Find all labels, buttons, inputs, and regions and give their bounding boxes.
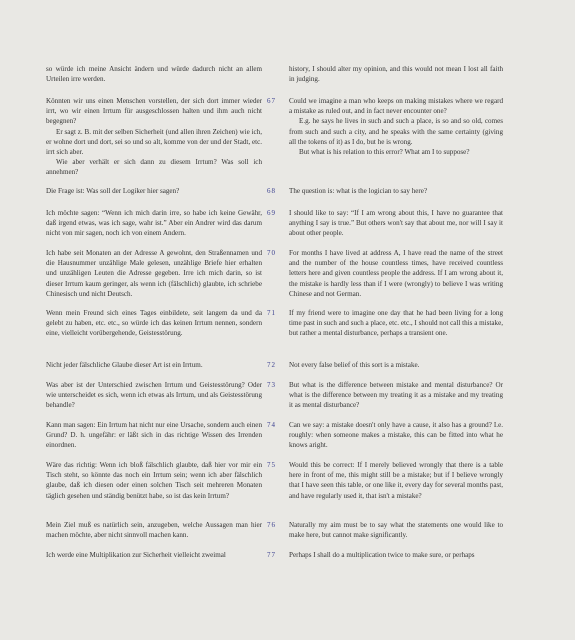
english-text: history, I should alter my opinion, and this would not mean I lost all faith in judging.: [289, 65, 503, 84]
section-number: 68: [267, 187, 276, 195]
section-number: 74: [267, 421, 276, 429]
english-text: Not every false belief of this sort is a mistake.: [289, 361, 420, 369]
german-text: Kann man sagen: Ein Irrtum hat nicht nur eine Ursache, sondern auch einen Grund? D. h. ungefähr: er läßt sich in das richtige Wissen des Irrenden einordnen.: [46, 421, 262, 450]
english-text: Can we say: a mistake doesn't only have a cause, it also has a ground? I.e. roughly: when someone makes a mistake, this can be fitted into what he knows aright.: [289, 421, 503, 450]
german-text: Die Frage ist: Was soll der Logiker hier sagen?: [46, 187, 180, 195]
section-number: 72: [267, 361, 276, 369]
german-text: so würde ich meine Ansicht ändern und würde dadurch nicht an allem Urteilen irre werden.: [46, 65, 262, 84]
english-text: But what is the difference between mistake and mental disturbance? Or what is the difference between my treating it as a mistake and my treating it as mental disturbance?: [289, 381, 503, 410]
english-text: Naturally my aim must be to say what the statements one would like to make here, but cannot make significantly.: [289, 521, 503, 540]
section-number: 77: [267, 551, 276, 559]
section-number: 70: [267, 249, 276, 257]
english-text: Perhaps I shall do a multiplication twice to make sure, or perhaps: [289, 551, 475, 559]
section-number: 69: [267, 209, 276, 217]
german-text: Könnten wir uns einen Menschen vorstellen, der sich dort immer wieder irrt, wo wir einen Irrtum für ausgeschlossen halten und ihm auch nicht begegnen? Er sagt z. B. mit der selben Sicherheit (und allen ihren Zeichen) wie ich, er wohne dort und dort, sei so und so alt, komme von der und der Stadt, etc. irrt sich aber. Wie aber verhält er sich dann zu diesem Irrtum? Was soll ich annehmen?: [46, 97, 262, 177]
english-text: The question is: what is the logician to say here?: [289, 187, 428, 195]
section-number: 73: [267, 381, 276, 389]
english-text: If my friend were to imagine one day that he had been living for a long time past in such and such a place, etc. etc., I should not call this a mistake, but rather a mental disturbance, perhaps a transient one.: [289, 309, 503, 338]
german-text: Mein Ziel muß es natürlich sein, anzugeben, welche Aussagen man hier machen möchte, aber nicht sinnvoll machen kann.: [46, 521, 262, 540]
german-text: Ich werde eine Multiplikation zur Sicherheit vielleicht zweimal: [46, 551, 226, 559]
english-text: For months I have lived at address A, I have read the name of the street and the number of the house countless times, have received countless letters here and given countless people the address. If I am wrong about it, the mistake is hardly less than if I were (wrongly) to believe I was writing Chinese and not German.: [289, 249, 503, 298]
german-text: Wenn mein Freund sich eines Tages einbildete, seit langem da und da gelebt zu haben, etc. etc., so würde ich das keinen Irrtum nennen, sondern eine, vielleicht vorübergehende, Geistesstörung.: [46, 309, 262, 338]
german-text: Ich möchte sagen: “Wenn ich mich darin irre, so habe ich keine Gewähr, daß irgend etwas, was ich sage, wahr ist.” Aber ein Andrer wird das darum nicht von mir sagen, noch ich von einem Andern.: [46, 209, 262, 238]
german-text: Nicht jeder fälschliche Glaube dieser Art ist ein Irrtum.: [46, 361, 203, 369]
section-number: 67: [267, 97, 276, 105]
section-number: 76: [267, 521, 276, 529]
section-number: 71: [267, 309, 276, 317]
english-text: Could we imagine a man who keeps on making mistakes where we regard a mistake as ruled out, and in fact never encounter one? E.g. he says he lives in such and such a place, is so and so old, comes from such and such a city, and he speaks with the same certainty (giving all the tokens of it) as I do, but he is wrong. But what is his relation to this error? What am I to suppose?: [289, 97, 503, 157]
english-text: I should like to say: “If I am wrong about this, I have no guarantee that anything I say is true.” But others won't say that about me, nor will I say it about other people.: [289, 209, 503, 238]
section-number: 75: [267, 461, 276, 469]
german-text: Wäre das richtig: Wenn ich bloß fälschlich glaubte, daß hier vor mir ein Tisch steht, so könnte das noch ein Irrtum sein; wenn ich aber fälschlich glaube, daß ich diesen oder einen solchen Tisch seit mehreren Monaten täglich gesehen und ständig benützt habe, so ist das kein Irrtum?: [46, 461, 262, 500]
german-text: Was aber ist der Unterschied zwischen Irrtum und Geistesstörung? Oder wie unterscheidet es sich, wenn ich etwas als Irrtum, und als Geistesstörung behandle?: [46, 381, 262, 410]
english-text: Would this be correct: If I merely believed wrongly that there is a table here in front of me, this might still be a mistake; but if I believe wrongly that I have seen this table, or one like it, every day for several months past, and have regularly used it, that isn't a mistake?: [289, 461, 503, 500]
german-text: Ich habe seit Monaten an der Adresse A gewohnt, den Straßennamen und die Hausnummer unzählige Male gelesen, unzählige Briefe hier erhalten und unzähligen Leuten die Adresse gegeben. Irre ich mich darin, so ist dieser Irrtum kaum geringer, als wenn ich (fälschlich) glaubte, ich schriebe Chinesisch und nicht Deutsch.: [46, 249, 262, 298]
